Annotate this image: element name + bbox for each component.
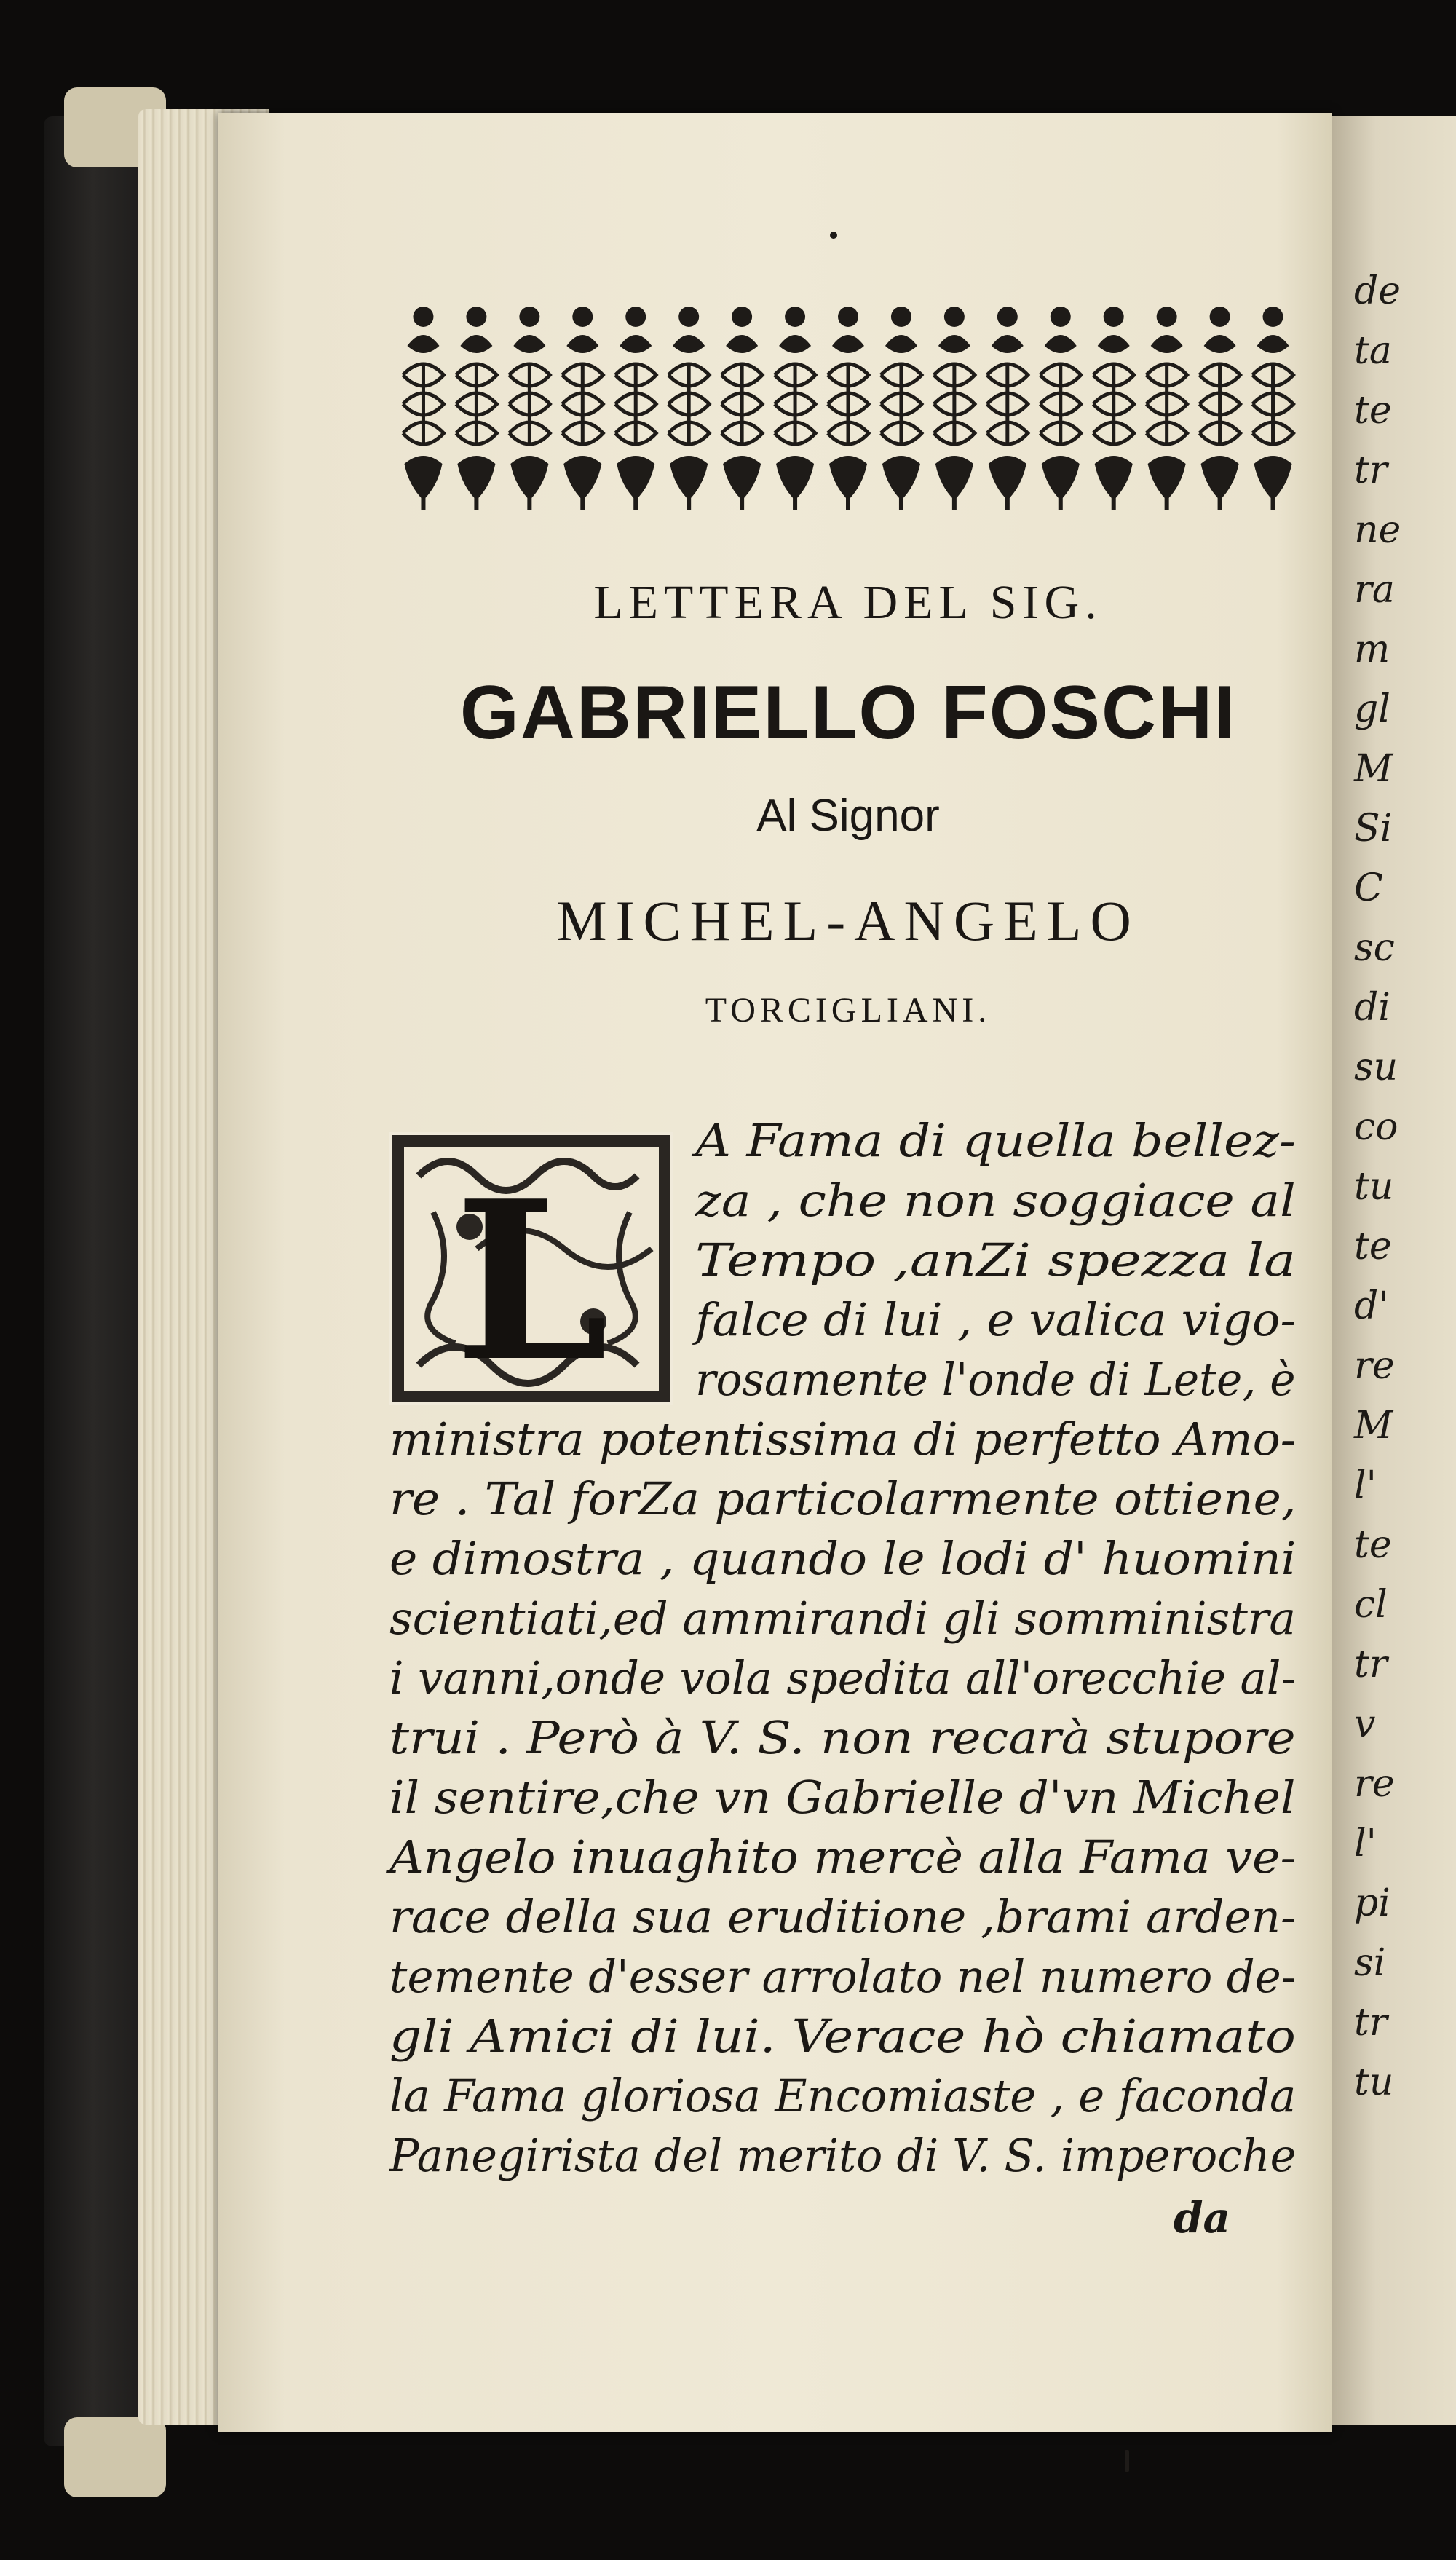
ink-dot [830, 232, 837, 239]
facing-page-fragment: tu [1354, 1165, 1394, 1209]
text-line: trui . Però à V. S. non recarà stupore [389, 1711, 1296, 1764]
facing-page-fragment: co [1354, 1105, 1398, 1149]
facing-page-fragment: cl [1354, 1583, 1388, 1627]
facing-page-fragment: M [1354, 747, 1393, 791]
text-line: il sentire,che vn Gabrielle d'vn Michel [389, 1771, 1296, 1824]
facing-page-fragment: M [1354, 1404, 1393, 1447]
facing-page-fragment: tr [1354, 449, 1388, 492]
facing-page-fragment: di [1354, 986, 1390, 1030]
facing-page-fragment: si [1354, 1941, 1386, 1985]
facing-page-fragment: re [1354, 1344, 1395, 1388]
text-line: rosamente l'onde di Lete, è [695, 1353, 1296, 1406]
text-line: Panegirista del merito di V. S. imperoche [389, 2129, 1297, 2182]
text-line: A Fama di quella bellez- [695, 1114, 1296, 1167]
facing-page [1332, 116, 1456, 2425]
text-line: scientiati,ed ammirandi gli somministra [389, 1592, 1297, 1645]
facing-page-fragment: gl [1354, 687, 1390, 731]
facing-page-fragment: ta [1354, 329, 1392, 373]
text-line: i vanni,onde vola spedita all'orecchie al- [389, 1651, 1297, 1704]
text-line: e dimostra , quando le lodi d' huomini [389, 1532, 1297, 1585]
facing-page-fragment: re [1354, 1762, 1395, 1806]
ornament-band [397, 295, 1299, 513]
text-line: re . Tal forZa particolarmente ottiene, [389, 1472, 1297, 1525]
text-line: falce di lui , e valica vigo- [695, 1293, 1297, 1346]
facing-page-fragment: tr [1354, 2001, 1388, 2045]
drop-cap-letter: L [454, 1153, 609, 1405]
heading-line-1: LETTERA DEL SIG. [593, 576, 1103, 629]
facing-page-fragment: te [1354, 389, 1392, 432]
facing-page-fragment: l' [1354, 1463, 1377, 1507]
ink-mark [1125, 2450, 1129, 2472]
text-line: Angelo inuaghito mercè alla Fama ve- [389, 1830, 1297, 1884]
drop-cap [389, 1132, 673, 1405]
catchword: da [1174, 2193, 1231, 2243]
facing-page-fragment: m [1354, 628, 1390, 671]
facing-page-fragment: Si [1354, 807, 1393, 850]
facing-page-fragment: de [1354, 269, 1401, 313]
book-spine [44, 116, 153, 2446]
text-line: temente d'esser arrolato nel numero de- [389, 1950, 1297, 2003]
heading-salutation: Al Signor [756, 791, 940, 841]
facing-page-fragment: l' [1354, 1822, 1377, 1865]
facing-page-fragment: sc [1354, 926, 1395, 970]
text-line: race della sua eruditione ,brami arden- [389, 1890, 1297, 1943]
facing-page-fragment: ra [1354, 568, 1395, 612]
facing-page-fragment: C [1354, 866, 1383, 910]
binding-corner-bottom [64, 2417, 166, 2497]
heading-recipient-surname: TORCIGLIANI. [705, 991, 992, 1030]
facing-page-fragment: pi [1354, 1881, 1390, 1925]
facing-page-fragment: v [1354, 1702, 1376, 1746]
facing-page-fragment: tr [1354, 1643, 1388, 1686]
text-line: Tempo ,anZi spezza la [695, 1233, 1296, 1287]
facing-page-fragment: te [1354, 1225, 1392, 1268]
text-line: za , che non soggiace al [695, 1174, 1296, 1227]
facing-page-fragment: d' [1354, 1284, 1389, 1328]
heading-name: GABRIELLO FOSCHI [459, 671, 1237, 755]
facing-page-fragment: tu [1354, 2061, 1394, 2104]
facing-page-fragment: te [1354, 1523, 1392, 1567]
text-line: ministra potentissima di perfetto Amo- [389, 1413, 1297, 1466]
heading-recipient: MICHEL-ANGELO [556, 889, 1140, 952]
facing-page-fragment: ne [1354, 508, 1401, 552]
text-line: gli Amici di lui. Verace hò chiamato [389, 2010, 1296, 2063]
text-line: la Fama gloriosa Encomiaste , e faconda [389, 2069, 1297, 2122]
facing-page-fragment: su [1354, 1046, 1398, 1089]
